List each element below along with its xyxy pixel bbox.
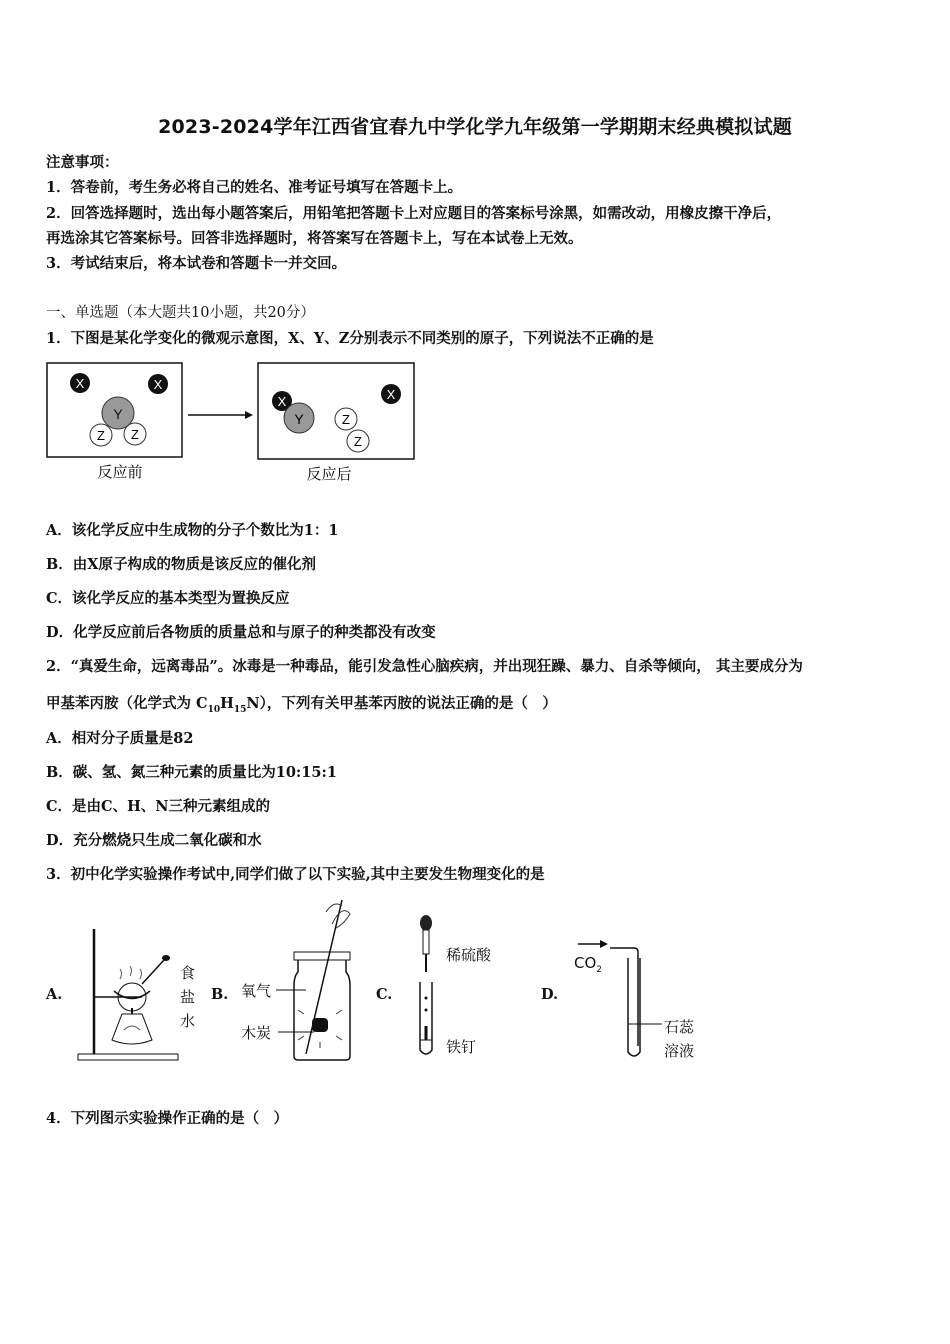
atom-x-4-label: X (386, 387, 396, 402)
evaporation-apparatus (72, 924, 182, 1064)
q2-option-b[interactable]: B．碳、氢、氮三种元素的质量比为10:15:1 (46, 764, 337, 781)
atom-x-2-label: X (153, 377, 163, 392)
reaction-diagram (40, 358, 430, 488)
notice-item-3: 3．考试结束后，将本试卷和答题卡一并交回。 (46, 255, 347, 272)
oxygen-label: 氧气 (241, 982, 272, 1000)
q1-stem: 1．下图是某化学变化的微观示意图，X、Y、Z分别表示不同类别的原子，下列说法不正确的是 (46, 330, 654, 347)
litmus-label-2: 溶液 (664, 1042, 695, 1060)
atom-y-label: Y (113, 406, 123, 422)
atom-z-1-label: Z (97, 428, 105, 443)
q1-option-b[interactable]: B．由X原子构成的物质是该反应的催化剂 (46, 556, 317, 573)
section-heading: 一、单选题（本大题共10小题，共20分） (46, 305, 315, 321)
q1-option-a[interactable]: A．该化学反应中生成物的分子个数比为1：1 (46, 522, 339, 539)
notice-item-2a: 2．回答选择题时，选出每小题答案后，用铅笔把答题卡上对应题目的答案标号涂黑，如需改动，用橡皮擦干净后， (46, 205, 782, 222)
q3-option-b[interactable]: B. (211, 986, 229, 1003)
arrow-head (245, 411, 253, 419)
q3-option-a[interactable]: A. (46, 986, 63, 1003)
notice-item-2b: 再选涂其它答案标号。回答非选择题时，将答案写在答题卡上，写在本试卷上无效。 (46, 230, 583, 247)
charcoal-label: 木炭 (241, 1024, 272, 1042)
salt-label-2: 盐 (180, 988, 196, 1006)
atom-z-4-label: Z (354, 434, 362, 449)
q2-sub-h: 15 (233, 704, 247, 715)
q4-stem: 4．下列图示实验操作正确的是（ ） (46, 1110, 289, 1127)
acid-label: 稀硫酸 (446, 946, 492, 964)
q2-stem-line2 (46, 692, 557, 715)
q2-sub-c: 10 (207, 704, 221, 715)
nail-label: 铁钉 (446, 1038, 477, 1056)
before-label: 反应前 (97, 463, 143, 481)
acid-nail-apparatus (414, 914, 444, 1060)
after-label: 反应后 (306, 465, 352, 483)
page-title: 2023-2024学年江西省宜春九中学化学九年级第一学期期末经典模拟试题 (158, 116, 792, 138)
q2-option-c[interactable]: C．是由C、H、N三种元素组成的 (46, 798, 271, 815)
atom-z-3-label: Z (342, 412, 350, 427)
atom-y-after-label: Y (294, 411, 304, 427)
q3-stem: 3．初中化学实验操作考试中,同学们做了以下实验,其中主要发生物理变化的是 (46, 866, 545, 883)
atom-z-2-label: Z (131, 427, 139, 442)
q2-stem-line1: 2．“真爱生命，远离毒品”。冰毒是一种毒品，能引发急性心脑疾病，并出现狂躁、暴力、自杀等倾向， 其主要成分为 (46, 658, 803, 675)
notice-heading: 注意事项： (46, 154, 119, 171)
q2-stem-pre: 甲基苯丙胺（化学式为 C (46, 695, 208, 712)
q1-option-d[interactable]: D．化学反应前后各物质的质量总和与原子的种类都没有改变 (46, 624, 436, 641)
salt-label-3: 水 (180, 1012, 196, 1030)
q2-option-d[interactable]: D．充分燃烧只生成二氧化碳和水 (46, 832, 262, 849)
co2-subscript: 2 (596, 965, 603, 975)
notice-item-1: 1．答卷前，考生务必将自己的姓名、准考证号填写在答题卡上。 (46, 179, 463, 196)
q3-option-c[interactable]: C. (376, 986, 393, 1003)
q2-option-a[interactable]: A．相对分子质量是82 (46, 730, 194, 747)
salt-label-1: 食 (180, 964, 196, 982)
q3-option-d[interactable]: D. (541, 986, 559, 1003)
q2-stem-post: N），下列有关甲基苯丙胺的说法正确的是（ ） (246, 695, 557, 712)
atom-x-3-label: X (277, 394, 287, 409)
co2-label (574, 954, 602, 975)
q1-option-c[interactable]: C．该化学反应的基本类型为置换反应 (46, 590, 290, 607)
charcoal-oxygen-apparatus (286, 894, 356, 1066)
charcoal-pointer (278, 1030, 314, 1034)
after-box (258, 363, 414, 459)
co2-text: CO (574, 954, 597, 972)
q2-h: H (220, 695, 234, 712)
atom-x-1-label: X (75, 376, 85, 391)
litmus-label-1: 石蕊 (664, 1018, 695, 1036)
oxygen-pointer (276, 988, 306, 992)
